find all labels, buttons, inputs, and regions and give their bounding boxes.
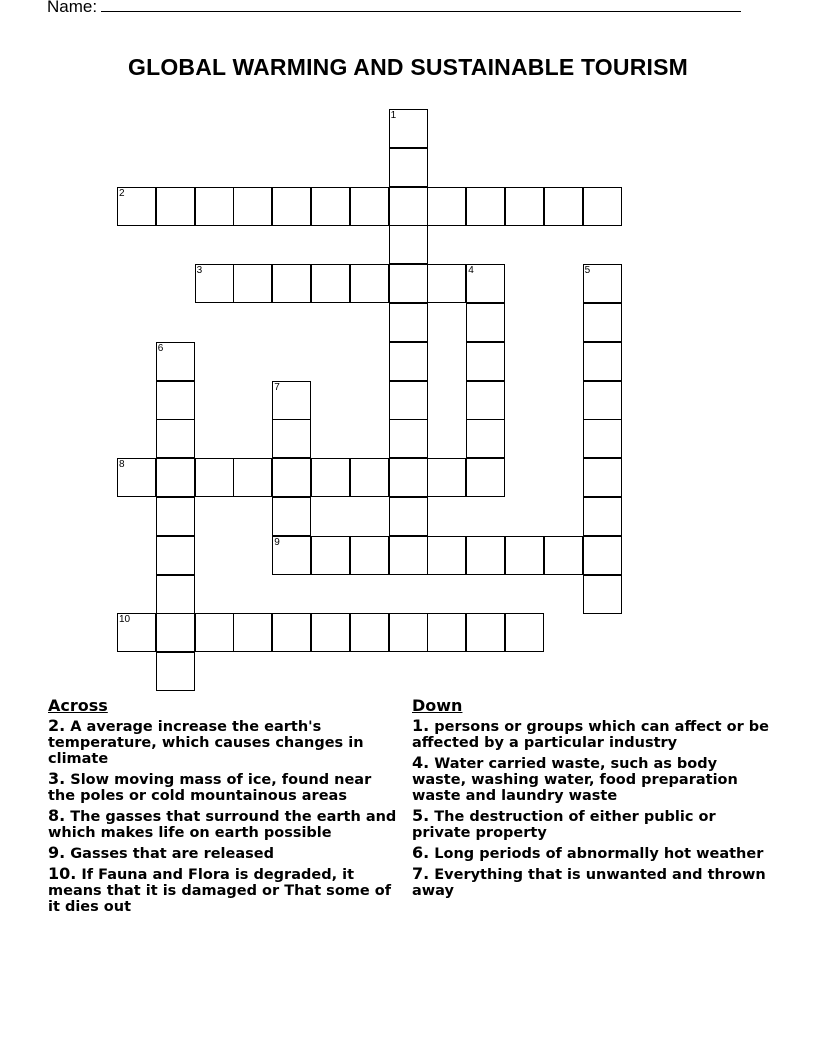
name-label: Name:	[47, 0, 98, 16]
across-clue	[48, 718, 400, 767]
clue-text: Long periods of abnormally hot weather	[429, 846, 764, 862]
down-clues	[412, 698, 772, 903]
crossword-cell[interactable]	[505, 187, 544, 226]
crossword-cell[interactable]	[389, 303, 428, 342]
clue-number: 1.	[412, 716, 430, 735]
crossword-cell[interactable]	[272, 497, 311, 536]
crossword-cell[interactable]	[466, 303, 505, 342]
crossword-cell[interactable]	[583, 342, 622, 381]
clue-number: 2.	[48, 716, 66, 735]
cell-number: 1	[390, 110, 397, 121]
crossword-cell[interactable]	[156, 342, 195, 381]
crossword-cell[interactable]	[272, 419, 311, 458]
crossword-cell[interactable]	[117, 458, 156, 497]
crossword-cell[interactable]	[156, 575, 195, 614]
crossword-cell[interactable]	[466, 536, 505, 575]
crossword-cell[interactable]	[389, 497, 428, 536]
crossword-cell[interactable]	[156, 652, 195, 691]
crossword-cell[interactable]	[350, 458, 389, 497]
crossword-cell[interactable]	[233, 458, 272, 497]
crossword-cell[interactable]	[389, 342, 428, 381]
crossword-cell[interactable]	[466, 613, 505, 652]
clue-number: 8.	[48, 806, 66, 825]
crossword-cell[interactable]	[466, 342, 505, 381]
crossword-cell[interactable]	[583, 303, 622, 342]
crossword-cell[interactable]	[466, 381, 505, 420]
clue-number: 6.	[412, 843, 430, 862]
crossword-cell[interactable]	[350, 536, 389, 575]
crossword-cell[interactable]	[311, 458, 350, 497]
across-clues	[48, 698, 400, 919]
crossword-cell[interactable]	[195, 613, 234, 652]
clue-text: The destruction of either public or private property	[412, 809, 716, 841]
crossword-cell[interactable]	[233, 264, 272, 303]
crossword-cell[interactable]	[272, 458, 311, 497]
across-clue	[48, 808, 400, 841]
page-title: GLOBAL WARMING AND SUSTAINABLE TOURISM	[127, 54, 688, 80]
crossword-cell[interactable]	[117, 187, 156, 226]
down-clue	[412, 845, 772, 862]
crossword-cell[interactable]	[389, 381, 428, 420]
crossword-cell[interactable]	[583, 419, 622, 458]
clue-text: Gasses that are released	[65, 846, 274, 862]
crossword-cell[interactable]	[156, 458, 195, 497]
crossword-cell[interactable]	[389, 187, 428, 226]
clue-text: Water carried waste, such as body waste, washing water, food preparation waste and laundry waste	[412, 756, 738, 804]
across-heading: Across	[48, 696, 108, 715]
crossword-cell[interactable]	[583, 381, 622, 420]
crossword-cell[interactable]	[427, 536, 466, 575]
crossword-cell[interactable]	[583, 497, 622, 536]
clue-text: Everything that is unwanted and thrown away	[412, 867, 766, 899]
crossword-cell[interactable]	[272, 264, 311, 303]
crossword-cell[interactable]	[466, 187, 505, 226]
crossword-cell[interactable]	[156, 536, 195, 575]
crossword-cell[interactable]	[389, 458, 428, 497]
crossword-cell[interactable]	[156, 613, 195, 652]
crossword-cell[interactable]	[505, 613, 544, 652]
crossword-cell[interactable]	[272, 536, 311, 575]
cell-number: 7	[274, 381, 280, 393]
cell-number: 2	[119, 187, 125, 199]
cell-number: 4	[468, 265, 474, 277]
clue-number: 10.	[48, 864, 77, 883]
down-clue	[412, 808, 772, 841]
crossword-cell[interactable]	[427, 458, 466, 497]
crossword-cell[interactable]	[427, 187, 466, 226]
cell-number: 5	[584, 265, 591, 277]
cell-number: 9	[274, 536, 280, 548]
crossword-cell[interactable]	[583, 458, 622, 497]
crossword-cell[interactable]	[350, 264, 389, 303]
crossword-cell[interactable]	[389, 225, 428, 264]
crossword-cell[interactable]	[233, 187, 272, 226]
down-clue	[412, 718, 772, 751]
crossword-cell[interactable]	[583, 575, 622, 614]
clue-number: 7.	[412, 864, 430, 883]
crossword-cell[interactable]	[583, 187, 622, 226]
crossword-cell[interactable]	[466, 458, 505, 497]
crossword-cell[interactable]	[544, 187, 583, 226]
crossword-cell[interactable]	[156, 419, 195, 458]
cell-number: 6	[157, 342, 164, 354]
clue-number: 4.	[412, 753, 430, 772]
crossword-cell[interactable]	[311, 187, 350, 226]
clue-text: The gasses that surround the earth and which makes life on earth possible	[48, 809, 397, 841]
crossword-cell[interactable]	[156, 381, 195, 420]
crossword-cell[interactable]	[272, 381, 311, 420]
crossword-cell[interactable]	[311, 536, 350, 575]
crossword-cell[interactable]	[233, 613, 272, 652]
crossword-cell[interactable]	[389, 419, 428, 458]
down-clue	[412, 866, 772, 899]
crossword-cell[interactable]	[156, 497, 195, 536]
crossword-cell[interactable]	[272, 613, 311, 652]
crossword-cell[interactable]	[389, 148, 428, 187]
cell-number: 10	[119, 614, 131, 626]
crossword-cell[interactable]	[466, 419, 505, 458]
clue-number: 5.	[412, 806, 430, 825]
crossword-cell[interactable]	[350, 187, 389, 226]
crossword-cell[interactable]	[195, 187, 234, 226]
crossword-cell[interactable]	[272, 187, 311, 226]
cell-number: 8	[119, 459, 125, 471]
cell-number: 3	[196, 265, 203, 277]
crossword-cell[interactable]	[389, 109, 428, 148]
crossword-cell[interactable]	[311, 264, 350, 303]
clue-number: 9.	[48, 843, 66, 862]
clue-text: persons or groups which can affect or be affected by a particular industry	[412, 719, 769, 751]
crossword-cell[interactable]	[350, 613, 389, 652]
clue-number: 3.	[48, 769, 66, 788]
crossword-cell[interactable]	[389, 264, 428, 303]
crossword-cell[interactable]	[195, 264, 234, 303]
across-clue	[48, 771, 400, 804]
crossword-cell[interactable]	[389, 536, 428, 575]
crossword-cell[interactable]	[544, 536, 583, 575]
crossword-cell[interactable]	[117, 613, 156, 652]
crossword-cell[interactable]	[311, 613, 350, 652]
across-clue	[48, 866, 400, 915]
across-clue	[48, 845, 400, 862]
crossword-cell[interactable]	[583, 264, 622, 303]
crossword-cell[interactable]	[389, 613, 428, 652]
clue-text: Slow moving mass of ice, found near the poles or cold mountainous areas	[48, 772, 372, 804]
crossword-cell[interactable]	[466, 264, 505, 303]
crossword-cell[interactable]	[505, 536, 544, 575]
crossword-cell[interactable]	[156, 187, 195, 226]
down-heading: Down	[412, 696, 463, 715]
crossword-cell[interactable]	[195, 458, 234, 497]
crossword-cell[interactable]	[427, 264, 466, 303]
crossword-cell[interactable]	[427, 613, 466, 652]
crossword-cell[interactable]	[583, 536, 622, 575]
clue-text: A average increase the earth's temperature, which causes changes in climate	[48, 719, 364, 767]
clue-text: If Fauna and Flora is degraded, it means that it is damaged or That some of it dies out	[48, 867, 392, 915]
down-clue	[412, 755, 772, 804]
